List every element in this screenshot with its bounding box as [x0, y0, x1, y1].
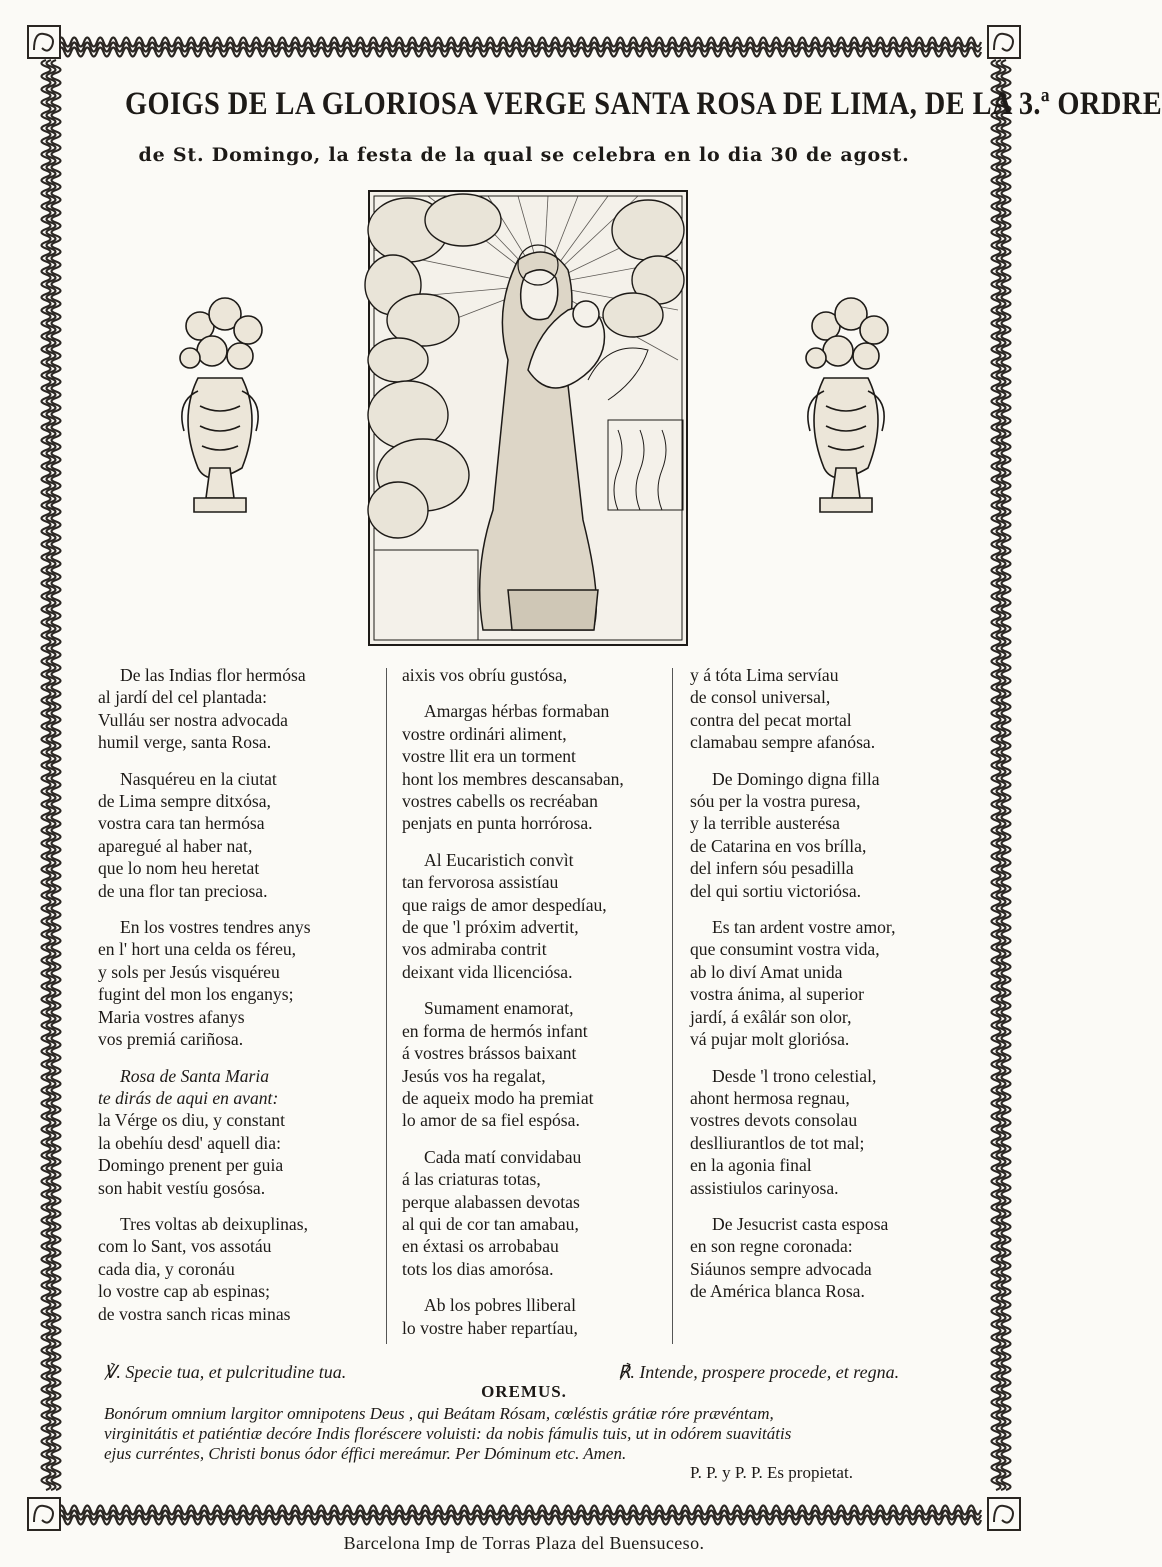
page-subtitle: de St. Domingo, la festa de la qual se celebra en lo dia 30 de agost.	[138, 144, 910, 166]
verse-line: al jardí del cel plantada:	[98, 687, 268, 708]
verse-line: y la terrible austerésa	[690, 813, 840, 834]
stanza	[98, 664, 311, 754]
verse-line: deslliurantlos de tot mal;	[690, 1132, 865, 1153]
verse-line: sóu per la vostra puresa,	[690, 791, 861, 812]
stanza	[402, 849, 624, 983]
verse-line: perque alabassen devotas	[402, 1191, 580, 1212]
stanza	[690, 1213, 895, 1303]
stanza	[690, 1065, 895, 1199]
verse-line: lo vostre cap ab espinas;	[98, 1281, 270, 1302]
verse-line: en l' hort una celda os féreu,	[98, 939, 297, 960]
stanza	[402, 1294, 624, 1339]
verse-line: tan fervorosa assistíau	[402, 872, 559, 893]
verse-line: En los vostres tendres anys	[120, 917, 311, 938]
stanza	[690, 664, 895, 754]
verse-line: Desde 'l trono celestial,	[712, 1065, 877, 1086]
verse-line: de Catarina en vos brílla,	[690, 835, 867, 856]
verse-column-3	[690, 664, 895, 1317]
stanza	[402, 1146, 624, 1280]
verse-column-2	[402, 664, 624, 1353]
verse-line: Nasquéreu en la ciutat	[120, 768, 277, 789]
oremus-heading: OREMUS.	[481, 1382, 567, 1401]
verse-column-1	[98, 664, 311, 1339]
verse-line: ahont hermosa regnau,	[690, 1087, 850, 1108]
verse-line: la obehíu desd' aquell dia:	[98, 1132, 281, 1153]
verse-line: que raigs de amor despedíau,	[402, 894, 607, 915]
verse-line: humil verge, santa Rosa.	[98, 732, 272, 753]
prayer-text	[104, 1404, 962, 1464]
stanza	[98, 1065, 311, 1199]
verse-line: en son regne coronada:	[690, 1236, 853, 1257]
verse-line: aixis vos obríu gustósa,	[402, 665, 568, 685]
verse-line: Domingo prenent per guia	[98, 1155, 284, 1176]
verse-line: y sols per Jesús visquéreu	[98, 961, 280, 982]
verse-line: Vulláu ser nostra advocada	[98, 709, 288, 730]
stanza	[98, 1213, 311, 1325]
verse-line: de América blanca Rosa.	[690, 1281, 865, 1302]
verse-line: de consol universal,	[690, 687, 831, 708]
verse-line: De Jesucrist casta esposa	[712, 1213, 889, 1234]
verse-line: Ab los pobres lliberal	[424, 1295, 576, 1316]
verse-line: la Vérge os diu, y constant	[98, 1110, 285, 1131]
verse-line: del infern sóu pesadilla	[690, 858, 854, 879]
verse-line: te dirás de aqui en avant:	[98, 1087, 279, 1108]
verse-line: de vostra sanch ricas minas	[98, 1303, 291, 1324]
verse-line: De Domingo digna filla	[712, 768, 880, 789]
prayer-line: ejus curréntes, Christi bonus ódor éffici mereámur. Per Dóminum etc. Amen.	[104, 1444, 627, 1463]
stanza	[402, 664, 624, 686]
verse-line: Maria vostres afanys	[98, 1006, 245, 1027]
verse-line: jardí, á exâlár son olor,	[690, 1006, 852, 1027]
verse-line: cada dia, y coronáu	[98, 1258, 235, 1279]
verse-line: Amargas hérbas formaban	[424, 701, 610, 722]
versicle-left: ℣. Specie tua, et pulcritudine tua.	[104, 1362, 347, 1382]
versicle-right: ℟. Intende, prospere procede, et regna.	[618, 1362, 900, 1382]
corner-ornament	[28, 26, 60, 58]
corner-ornament	[28, 1498, 60, 1530]
verse-line: de que 'l próxim advertit,	[402, 917, 579, 938]
verse-line: á vostres brássos baixant	[402, 1043, 577, 1064]
page-title: GOIGS DE LA GLORIOSA VERGE SANTA ROSA DE LIMA, DE LA 3.ª ORDRE	[124, 86, 1162, 122]
corner-ornament	[988, 1498, 1020, 1530]
verse-line: Rosa de Santa Maria	[120, 1065, 270, 1086]
flower-vase-left	[170, 296, 270, 536]
verse-line: Siáunos sempre advocada	[690, 1258, 872, 1279]
verse-line: al qui de cor tan amabau,	[402, 1213, 579, 1234]
verse-line: de aqueix modo ha premiat	[402, 1087, 594, 1108]
verse-line: penjats en punta horrórosa.	[402, 813, 593, 834]
verse-line: que lo nom heu heretat	[98, 858, 260, 879]
stanza	[690, 916, 895, 1050]
verse-line: clamabau sempre afanósa.	[690, 732, 876, 753]
verse-line: lo vostre haber repartíau,	[402, 1317, 578, 1338]
verse-line: en éxtasi os arrobabau	[402, 1236, 559, 1257]
column-divider	[386, 668, 387, 1344]
stanza	[98, 916, 311, 1050]
verse-line: vostre llit era un torment	[402, 746, 576, 767]
corner-ornament	[988, 26, 1020, 58]
verse-line: Cada matí convidabau	[424, 1146, 582, 1167]
verse-line: deixant vida llicenciósa.	[402, 961, 573, 982]
verse-line: Es tan ardent vostre amor,	[712, 917, 896, 938]
printer-imprint: Barcelona Imp de Torras Plaza del Buensuceso.	[343, 1533, 705, 1553]
verse-line: Al Eucaristich convìt	[424, 849, 574, 870]
verse-line: vos admiraba contrit	[402, 939, 547, 960]
verse-line: aparegué al haber nat,	[98, 835, 253, 856]
verse-line: assistiulos carinyosa.	[690, 1177, 839, 1198]
verse-line: de Lima sempre ditxósa,	[98, 791, 271, 812]
verse-line: son habit vestíu gosósa.	[98, 1177, 266, 1198]
flower-vase-right	[796, 296, 896, 536]
verse-line: vá pujar molt gloriósa.	[690, 1029, 850, 1050]
verse-line: com lo Sant, vos assotáu	[98, 1236, 272, 1257]
verse-line: lo amor de sa fiel espósa.	[402, 1110, 580, 1131]
verse-line: ab lo diví Amat unida	[690, 961, 843, 982]
verse-line: vostres devots consolau	[690, 1110, 858, 1131]
stanza	[690, 768, 895, 902]
verse-line: De las Indias flor hermósa	[120, 665, 306, 685]
verse-line: en la agonia final	[690, 1155, 812, 1176]
verse-line: vostres cabells os recréaban	[402, 791, 598, 812]
stanza	[402, 700, 624, 834]
prayer-line: virginitátis et patiéntiæ decóre Indis floréscere voluisti: da nobis fámulis tuis, ut in odórem suavitátis	[104, 1424, 792, 1443]
column-divider	[672, 668, 673, 1344]
verse-line: tots los dias amorósa.	[402, 1258, 554, 1279]
verse-line: de una flor tan preciosa.	[98, 880, 268, 901]
verse-line: vostra cara tan hermósa	[98, 813, 265, 834]
verse-line: Jesús vos ha regalat,	[402, 1065, 546, 1086]
verse-line: en forma de hermós infant	[402, 1020, 588, 1041]
verse-line: del qui sortiu victoriósa.	[690, 880, 862, 901]
ownership-note: P. P. y P. P. Es propietat.	[690, 1463, 853, 1482]
verse-line: Sumament enamorat,	[424, 998, 574, 1019]
stanza	[98, 768, 311, 902]
verse-line: vostra ánima, al superior	[690, 984, 864, 1005]
verse-line: fugint del mon los enganys;	[98, 984, 294, 1005]
verse-line: vos premiá cariñosa.	[98, 1029, 244, 1050]
prayer-line: Bonórum omnium largitor omnipotens Deus , qui Beátam Rósam, cœléstis grátiæ róre prævéntam,	[104, 1404, 774, 1423]
verse-line: á las criaturas totas,	[402, 1169, 541, 1190]
verse-line: contra del pecat mortal	[690, 709, 852, 730]
stanza	[402, 997, 624, 1131]
verse-line: que consumint vostra vida,	[690, 939, 880, 960]
verse-line: vostre ordinári aliment,	[402, 723, 567, 744]
verse-line: hont los membres descansaban,	[402, 768, 624, 789]
verse-line: y á tóta Lima servíau	[690, 665, 839, 685]
saint-rose-engraving	[368, 190, 688, 646]
verse-line: Tres voltas ab deixuplinas,	[120, 1213, 308, 1234]
